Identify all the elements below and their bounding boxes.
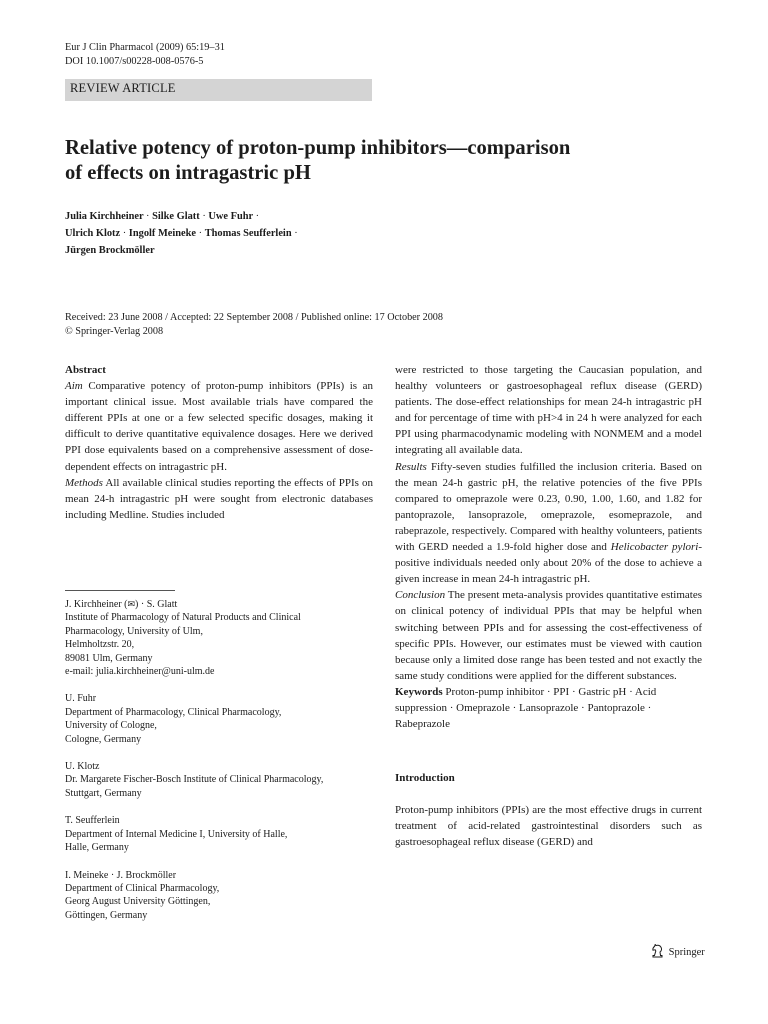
copyright-line: © Springer-Verlag 2008 [65, 325, 164, 337]
affiliation-line: University of Cologne, [65, 720, 157, 732]
publisher-mark [651, 944, 705, 958]
springer-chess-knight-icon [651, 944, 664, 958]
results-text-continued: -positive individuals needed only about 20% of the dose to achieve a given increase in mean 24-h intragastric pH. [395, 541, 703, 586]
keyword: PPI [553, 685, 570, 698]
affiliation-line: Pharmacology, University of Ulm, [65, 625, 203, 637]
article-type-banner [65, 79, 372, 101]
abstract-aim [65, 378, 373, 475]
author: Uwe Fuhr [208, 211, 253, 222]
conclusion-text: The present meta-analysis provides quantitative estimates on clinical potency of individual PPIs that may be helpful when switching between PPIs and for assessing the cost-effectiveness of specific PPIs. However, our estimates must be viewed with caution because only a limited dose range has been tested and not exactly the same study conditions were applied for the different substances. [395, 589, 702, 682]
keyword: Proton-pump inhibitor [445, 685, 545, 698]
results-text: Fifty-seven studies fulfilled the inclusion criteria. Based on the mean 24-h gastric pH, the relative potencies of the five PPIs compared to omeprazole were 0.23, 0.90, 1.00, 1.60, and 1.82 for pantoprazole, lansoprazole, omeprazole, esomeprazole, and rabeprazole, respectively. Compared with healthy volunteers, patients with GERD needed a 1.9-fold higher dose and [395, 460, 702, 554]
affiliation-line: 89081 Ulm, Germany [65, 652, 153, 664]
affiliation-names: U. Klotz [65, 761, 100, 773]
affiliation-line: Department of Clinical Pharmacology, [65, 882, 220, 894]
introduction-heading: Introduction [395, 772, 455, 785]
affiliation-line: Department of Pharmacology, Clinical Pharmacology, [65, 706, 282, 718]
methods-label: Methods [65, 476, 103, 489]
results-label: Results [395, 460, 427, 473]
doi-line: DOI 10.1007/s00228-008-0576-5 [65, 56, 204, 67]
keyword: Omeprazole [456, 701, 510, 714]
abstract-conclusion [395, 587, 702, 684]
affiliation-line: Institute of Pharmacology of Natural Products and Clinical [65, 612, 301, 624]
affiliation-names: J. Kirchheiner (✉) · S. Glatt [65, 599, 178, 610]
keyword: Acid suppression [395, 685, 657, 714]
right-column [395, 362, 702, 851]
journal-line: Eur J Clin Pharmacol (2009) 65:19–31 [65, 42, 225, 53]
article-type-label: REVIEW ARTICLE [70, 81, 176, 95]
abstract-heading: Abstract [65, 364, 106, 376]
footnote-divider [65, 590, 175, 591]
author: Silke Glatt [152, 211, 200, 222]
author: Jürgen Brockmöller [65, 245, 155, 256]
affiliation-line: Helmholtzstr. 20, [65, 639, 135, 651]
left-column [65, 362, 373, 523]
abstract-methods-continued: were restricted to those targeting the Caucasian population, and healthy volunteers or gastroesophageal reflux disease (GERD) patients. The dose-effect relationships for mean 24-h intragastric pH and for percentage of time with pH>4 in 24 h were analyzed for each PPI using pharmacodynamic modeling with NONMEM and a model integrating all available data. [395, 364, 702, 457]
abstract-results [395, 459, 702, 588]
publisher-name: Springer [668, 947, 705, 958]
affiliation-block [65, 869, 365, 923]
title-line-1: Relative potency of proton-pump inhibitors—comparison [65, 137, 571, 159]
keyword: Rabeprazole [395, 718, 450, 731]
abstract-methods [65, 475, 373, 523]
affiliation-line: Halle, Germany [65, 842, 129, 854]
affiliation-email[interactable]: e-mail: julia.kirchheiner@uni-ulm.de [65, 666, 215, 678]
author: Ulrich Klotz [65, 228, 121, 239]
article-title [65, 136, 705, 186]
results-italic: Helicobacter pylori [610, 541, 699, 554]
affiliation-line: Göttingen, Germany [65, 909, 148, 921]
affiliation-block [65, 814, 365, 854]
affiliation-line: Stuttgart, Germany [65, 787, 142, 799]
affiliation-line: Department of Internal Medicine I, University of Halle, [65, 828, 288, 840]
affiliation-names: T. Seufferlein [65, 815, 120, 827]
keyword: Lansoprazole [519, 701, 579, 714]
author: Thomas Seufferlein [204, 228, 292, 239]
affiliation-line: Cologne, Germany [65, 733, 142, 745]
keywords: Keywords Proton-pump inhibitor · PPI · Gastric pH · Acid suppression · Omeprazole · Lansoprazole · Pantoprazole · Rabeprazole [395, 685, 657, 731]
author-line-1: Julia Kirchheiner · Silke Glatt · Uwe Fuhr · [65, 211, 260, 222]
methods-text: All available clinical studies reporting the effects of PPIs on mean 24-h intragastric pH were sought from electronic databases including Medline. Studies included [65, 476, 373, 521]
conclusion-label: Conclusion [395, 589, 446, 602]
affiliation-block [65, 760, 365, 800]
journal-citation [65, 41, 225, 69]
affiliation-names: I. Meineke · J. Brockmöller [65, 869, 177, 881]
author-line-3 [65, 242, 485, 259]
keyword: Pantoprazole [587, 701, 645, 714]
author-line-2: Ulrich Klotz · Ingolf Meineke · Thomas Seufferlein · [65, 228, 298, 239]
introduction-text: Proton-pump inhibitors (PPIs) are the most effective drugs in current treatment of acid-related gastrointestinal disorders such as gastroesophageal reflux disease (GERD) and [395, 804, 702, 849]
keywords-label: Keywords [395, 685, 443, 698]
author: Ingolf Meineke [128, 228, 197, 239]
affiliation-block [65, 692, 365, 746]
aim-text: Comparative potency of proton-pump inhibitors (PPIs) is an important clinical issue. Most available trials have compared the different PPIs at one or a few selected specific dosages, making it difficult to derive quantitative equivalence dosages. Here we derived PPI dose equivalents based on a comprehensive assessment of dose-dependent effects on intragastric pH. [65, 380, 373, 473]
author-list [65, 208, 485, 259]
author: Julia Kirchheiner [65, 211, 144, 222]
affiliations [65, 598, 365, 936]
affiliation-line: Georg August University Göttingen, [65, 896, 211, 908]
affiliation-names: U. Fuhr [65, 693, 97, 705]
title-line-2: of effects on intragastric pH [65, 162, 311, 184]
dates-line: Received: 23 June 2008 / Accepted: 22 September 2008 / Published online: 17 October 2008 [65, 312, 443, 323]
aim-label: Aim [65, 380, 83, 393]
affiliation-line: Dr. Margarete Fischer-Bosch Institute of Clinical Pharmacology, [65, 774, 324, 786]
affiliation-block [65, 598, 365, 678]
publication-history [65, 311, 705, 338]
envelope-icon: ✉ [127, 599, 136, 609]
keyword: Gastric pH [578, 685, 627, 698]
